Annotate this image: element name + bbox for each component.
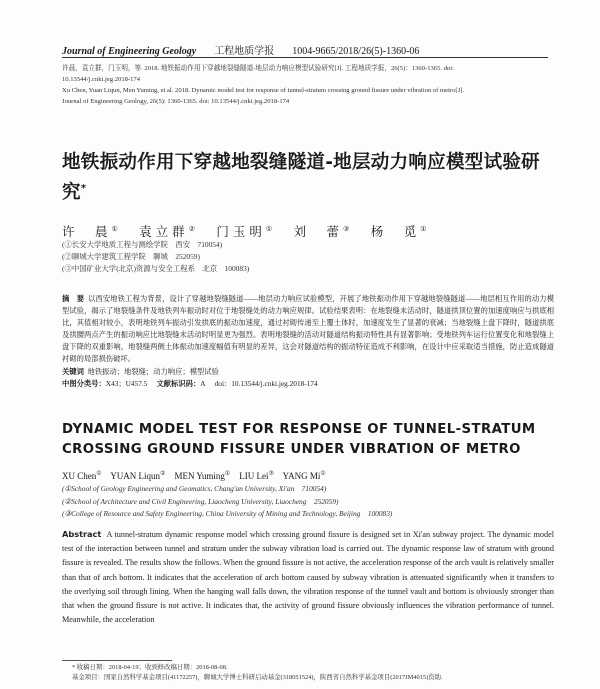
doi-label: doi： [214, 378, 232, 388]
abstract-en [62, 527, 554, 627]
abstract-cn-body [62, 293, 554, 366]
affiliations-en [62, 483, 392, 521]
abstract-cn-text: 以西安地铁工程为背景，设计了穿越地裂缝隧道——地层动力响应试验模型，开展了地铁振动作用下穿越地裂缝隧道——地层相互作用的动力模型试验，揭示了地裂缝条件及地铁列车振动时对位于地裂缝处的动力响应规律。试验结果表明：在地裂缝未活动时，隧道拱顶位置的加速度响应与拱底相比，其值相对较小，表明地铁列车振动引发拱底的振动加速度，通过衬砌传递至上覆土体时，加速度发生了显著的衰减；当地裂缝上盘下降时，隧道拱底及拱腰两点产生的振动响应比地裂缝未活动时明显更为强烈。表明地裂缝的活动对隧道结构振动特性具有显著影响；受地铁列车运行位置变化和地裂缝上盘下降的双重影响，地裂缝两侧土体振动加速度幅值有明显的差异，这会对隧道结构的振动特征造成不利影响，在设计中应采取适当措施，防止造成隧道衬砌的局部损伤破坏。 [62, 294, 554, 364]
title-cn [62, 150, 554, 206]
author-en: XU Chen① [62, 471, 102, 481]
affiliation-cn: (②聊城大学建筑工程学院 聊城 252059) [62, 251, 200, 261]
keywords-cn [62, 366, 554, 378]
affiliations-cn [62, 239, 249, 274]
author-en: LIU Lei③ [239, 471, 274, 481]
footnote-rule [62, 660, 172, 661]
doc-code-value: A [200, 378, 206, 388]
authors-cn [62, 222, 426, 240]
author-en: YUAN Liqun② [110, 471, 166, 481]
issn-ref: 1004-9665/2018/26(5)-1360-06 [292, 46, 420, 57]
clc-value: X43；U457.5 [105, 378, 148, 388]
affiliation-cn: (①长安大学地质工程与测绘学院 西安 710054) [62, 240, 223, 249]
citation-en-line1: Xu Chen, Yuan Liqun, Men Yuming, et al. 2018. Dynamic model test for response of tunnel-stratum crossing ground fissure under vibration of metro[J]. [62, 87, 465, 94]
title-en-line2: CROSSING GROUND FISSURE UNDER VIBRATION OF METRO [62, 442, 521, 457]
citation-cn-line1: 许晨，袁立群，门玉明，等. 2018. 地铁振动作用下穿越地裂缝隧道-地层动力响应模型试验研究[J]. 工程地质学报，26(5)：1360-1365. doi: [62, 65, 454, 72]
footnote-received: * 收稿日期：2018-04-19；收到修改稿日期：2018-08-08. [72, 664, 228, 671]
header-rule [62, 57, 548, 58]
author-cn: 袁立群② [139, 224, 195, 239]
abstract-en-text: A tunnel-stratum dynamic response model which crossing ground fissure is designed set in Xi'an subway project. The dynamic model test of the interaction between tunnel and stratum under the subway vibration load is carried out. The dynamic response law of stratum with ground fissure is revealed. The results show the follows. When the ground fissure is not active, the acceleration response of the arch vault is relatively smaller than that of arch bottom. It indicates that the acceleration of arch bottom caused by subway vibration is attenuated significantly when it transfers to the overlying soil through lining. When the hanging wall falls down, the vibration response of the tunnel vault and bottom is obviously stronger than that when the ground fissure is not active. It indicates that, the activity of ground fissure obviously influences the vibration performance of tunnel. Meanwhile, the acceleration [62, 530, 554, 625]
clc-label: 中图分类号： [62, 378, 106, 388]
author-cn: 杨 觅① [370, 224, 427, 239]
citation-en-line2: Journal of Engineering Geology, 26(5): 1360-1365. doi: 10.13544/j.cnki.jeg.2018-174 [62, 98, 290, 105]
doc-code-label: 文献标识码： [156, 378, 201, 388]
author-en: YANG Mi① [282, 471, 326, 481]
abstract-en-label: Abstract [62, 529, 102, 539]
doi-value: 10.13544/j.cnki.jeg.2018-174 [231, 378, 318, 388]
affiliation-en: (②School of Architecture and Civil Engineering, Liaocheng University, Liaocheng 252059) [62, 496, 339, 506]
affiliation-en: (①School of Geology Engineering and Geomatics, Chang'an University, Xi'an 710054) [62, 484, 327, 493]
footnote-fund: 基金项目：国家自然科学基金项目(41172257)，聊城大学博士科研启动基金(318051524)，陕西省自然科学基金项目(2017JM4015)资助. [72, 674, 443, 681]
abstract-cn-label: 摘 要 [62, 294, 85, 303]
footnotes [72, 663, 554, 683]
affiliation-en: (③College of Resource and Safety Engineering, China University of Mining and Technology, Beijing 100083) [62, 509, 393, 518]
authors-en [62, 470, 326, 481]
citation-cn-line2: 10.13544/j.cnki.jeg.2018-174 [62, 76, 141, 83]
journal-name-cn: 工程地质学报 [214, 46, 275, 57]
abstract-en-body [62, 527, 554, 627]
author-cn: 门玉明① [216, 224, 273, 239]
title-en-line1: DYNAMIC MODEL TEST FOR RESPONSE OF TUNNEL-STRATUM [62, 422, 536, 437]
author-en: MEN Yuming① [174, 471, 231, 481]
abstract-cn [62, 293, 554, 390]
title-cn-mark: * [80, 183, 87, 194]
title-en [62, 420, 554, 460]
citation-block [62, 63, 554, 107]
keywords-cn-text: 地铁振动；地裂缝；动力响应；模型试验 [87, 366, 219, 376]
author-cn: 许 晨① [62, 224, 118, 239]
title-cn-text: 地铁振动作用下穿越地裂缝隧道-地层动力响应模型试验研究 [62, 152, 540, 204]
running-header [62, 42, 548, 57]
classification-line [62, 378, 554, 390]
affiliation-cn: (③中国矿业大学(北京)资源与安全工程系 北京 100083) [62, 263, 250, 273]
journal-name: Journal of Engineering Geology [62, 46, 197, 57]
author-cn: 刘 蕾③ [293, 224, 350, 239]
keywords-cn-label: 关键词 [62, 366, 84, 376]
